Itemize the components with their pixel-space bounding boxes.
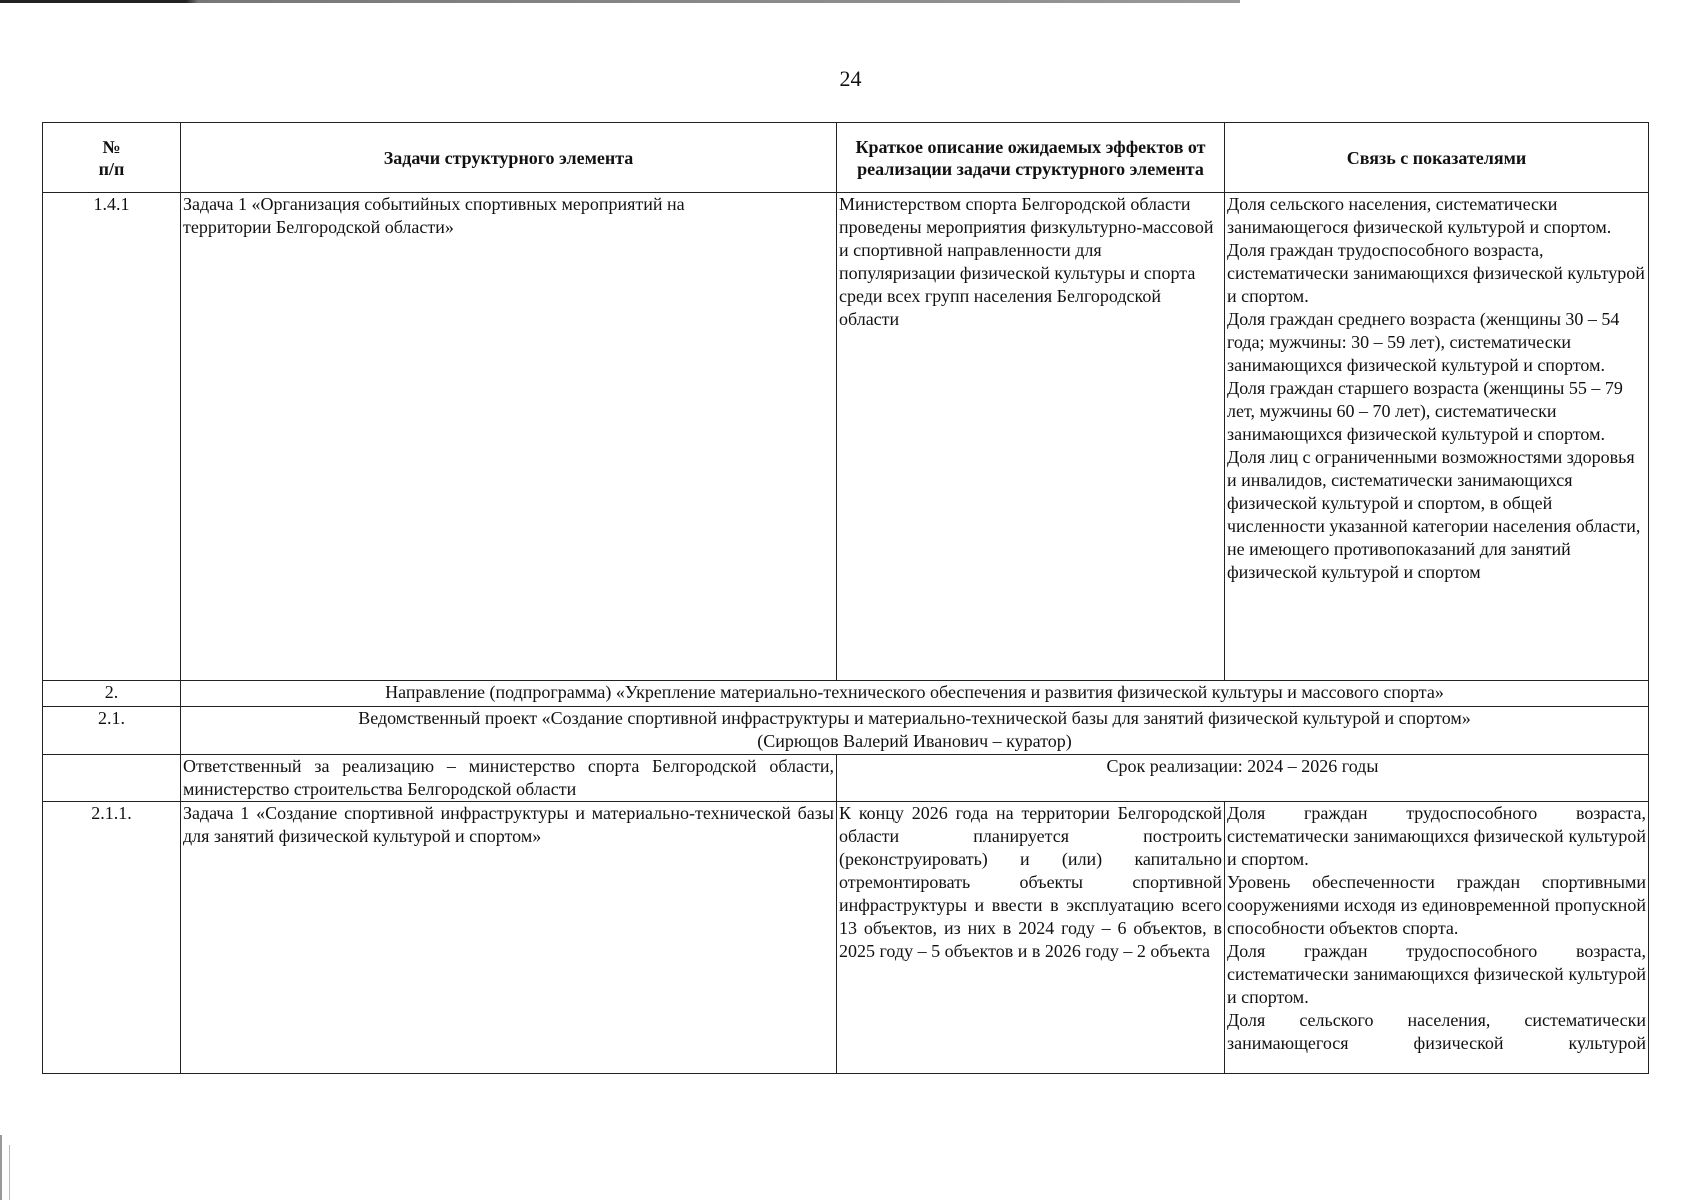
row-1-4-1-num: 1.4.1 — [43, 193, 181, 681]
row-2-1-1-indicator-3: Доля граждан трудоспособного возраста, систематически занимающихся физической культурой и спортом. — [1227, 941, 1646, 1007]
row-2-num: 2. — [43, 681, 181, 707]
table-header-row — [43, 123, 1649, 193]
table-row-2-1-1 — [43, 802, 1649, 1074]
program-table — [42, 122, 1649, 1074]
row-2-1-1-indicators — [1225, 802, 1649, 1074]
row-2-1-project-title: Ведомственный проект «Создание спортивной инфраструктуры и материально-технической базы для занятий физической культурой и спортом» — [358, 708, 1471, 728]
row-1-4-1-indicator-4: Доля граждан старшего возраста (женщины 55 – 79 лет, мужчины 60 – 70 лет), систематически занимающихся физической культурой и спортом. — [1227, 378, 1623, 444]
row-1-4-1-indicators — [1225, 193, 1649, 681]
row-2-1-1-indicator-4: Доля сельского населения, систематически занимающегося физической культурой — [1227, 1010, 1646, 1053]
scan-edge-left-secondary — [9, 1145, 10, 1200]
row-2-1-1-indicator-1: Доля граждан трудоспособного возраста, систематически занимающихся физической культурой и спортом. — [1227, 803, 1646, 869]
row-responsible-term: Срок реализации: 2024 – 2026 годы — [837, 755, 1649, 802]
header-tasks: Задачи структурного элемента — [181, 123, 837, 193]
scan-edge-top — [0, 0, 1240, 3]
row-2-1-project — [181, 707, 1649, 755]
page-number: 24 — [839, 66, 862, 91]
row-2-1-project-curator: (Сирющов Валерий Иванович – куратор) — [757, 731, 1072, 751]
row-responsible-num — [43, 755, 181, 802]
row-2-1-1-num: 2.1.1. — [43, 802, 181, 1074]
row-2-1-1-effect: К концу 2026 года на территории Белгородской области планируется построить (реконструировать) и (или) капитально отремонтировать объекты спортивной инфраструктуры и ввести в эксплуатацию всего 13 объектов, из них в 2024 году – 6 объектов, в 2025 году – 5 объектов и в 2026 году – 2 объекта — [837, 802, 1225, 1074]
row-responsible-text: Ответственный за реализацию – министерство спорта Белгородской области, министерство строительства Белгородской области — [181, 755, 837, 802]
row-1-4-1-task — [181, 193, 837, 681]
table-row-2-1 — [43, 707, 1649, 755]
row-1-4-1-task-text: Задача 1 «Организация событийных спортивных мероприятий на территории Белгородской области» — [183, 194, 685, 237]
table-row-responsible — [43, 755, 1649, 802]
row-1-4-1-indicator-5: Доля лиц с ограниченными возможностями здоровья и инвалидов, систематически занимающихся физической культурой и спортом, в общей численности указанной категории населения области, не имеющего противопоказаний для занятий физической культурой и спортом — [1227, 447, 1641, 582]
row-1-4-1-effect: Министерством спорта Белгородской области проведены мероприятия физкультурно-массовой и спортивной направленности для популяризации физической культуры и спорта среди всех групп населения Белгородской области — [837, 193, 1225, 681]
scan-edge-left — [0, 1135, 2, 1200]
row-1-4-1-indicator-3: Доля граждан среднего возраста (женщины 30 – 54 года; мужчины: 30 – 59 лет), систематически занимающихся физической культурой и спортом. — [1227, 309, 1620, 375]
row-2-1-num: 2.1. — [43, 707, 181, 755]
row-2-1-1-task: Задача 1 «Создание спортивной инфраструктуры и материально-технической базы для занятий физической культурой и спортом» — [181, 802, 837, 1074]
header-effects: Краткое описание ожидаемых эффектов от реализации задачи структурного элемента — [837, 123, 1225, 193]
header-num: № п/п — [43, 123, 181, 193]
row-2-direction: Направление (подпрограмма) «Укрепление материально-технического обеспечения и развития физической культуры и массового спорта» — [181, 681, 1649, 707]
table-row-2 — [43, 681, 1649, 707]
header-indicators: Связь с показателями — [1225, 123, 1649, 193]
row-1-4-1-indicator-2: Доля граждан трудоспособного возраста, систематически занимающихся физической культурой и спортом. — [1227, 240, 1645, 306]
row-1-4-1-indicator-1: Доля сельского населения, систематически занимающегося физической культурой и спортом. — [1227, 194, 1612, 237]
row-2-1-1-indicator-2: Уровень обеспеченности граждан спортивными сооружениями исходя из единовременной пропускной способности объектов спорта. — [1227, 872, 1646, 938]
table-row-1-4-1 — [43, 193, 1649, 681]
